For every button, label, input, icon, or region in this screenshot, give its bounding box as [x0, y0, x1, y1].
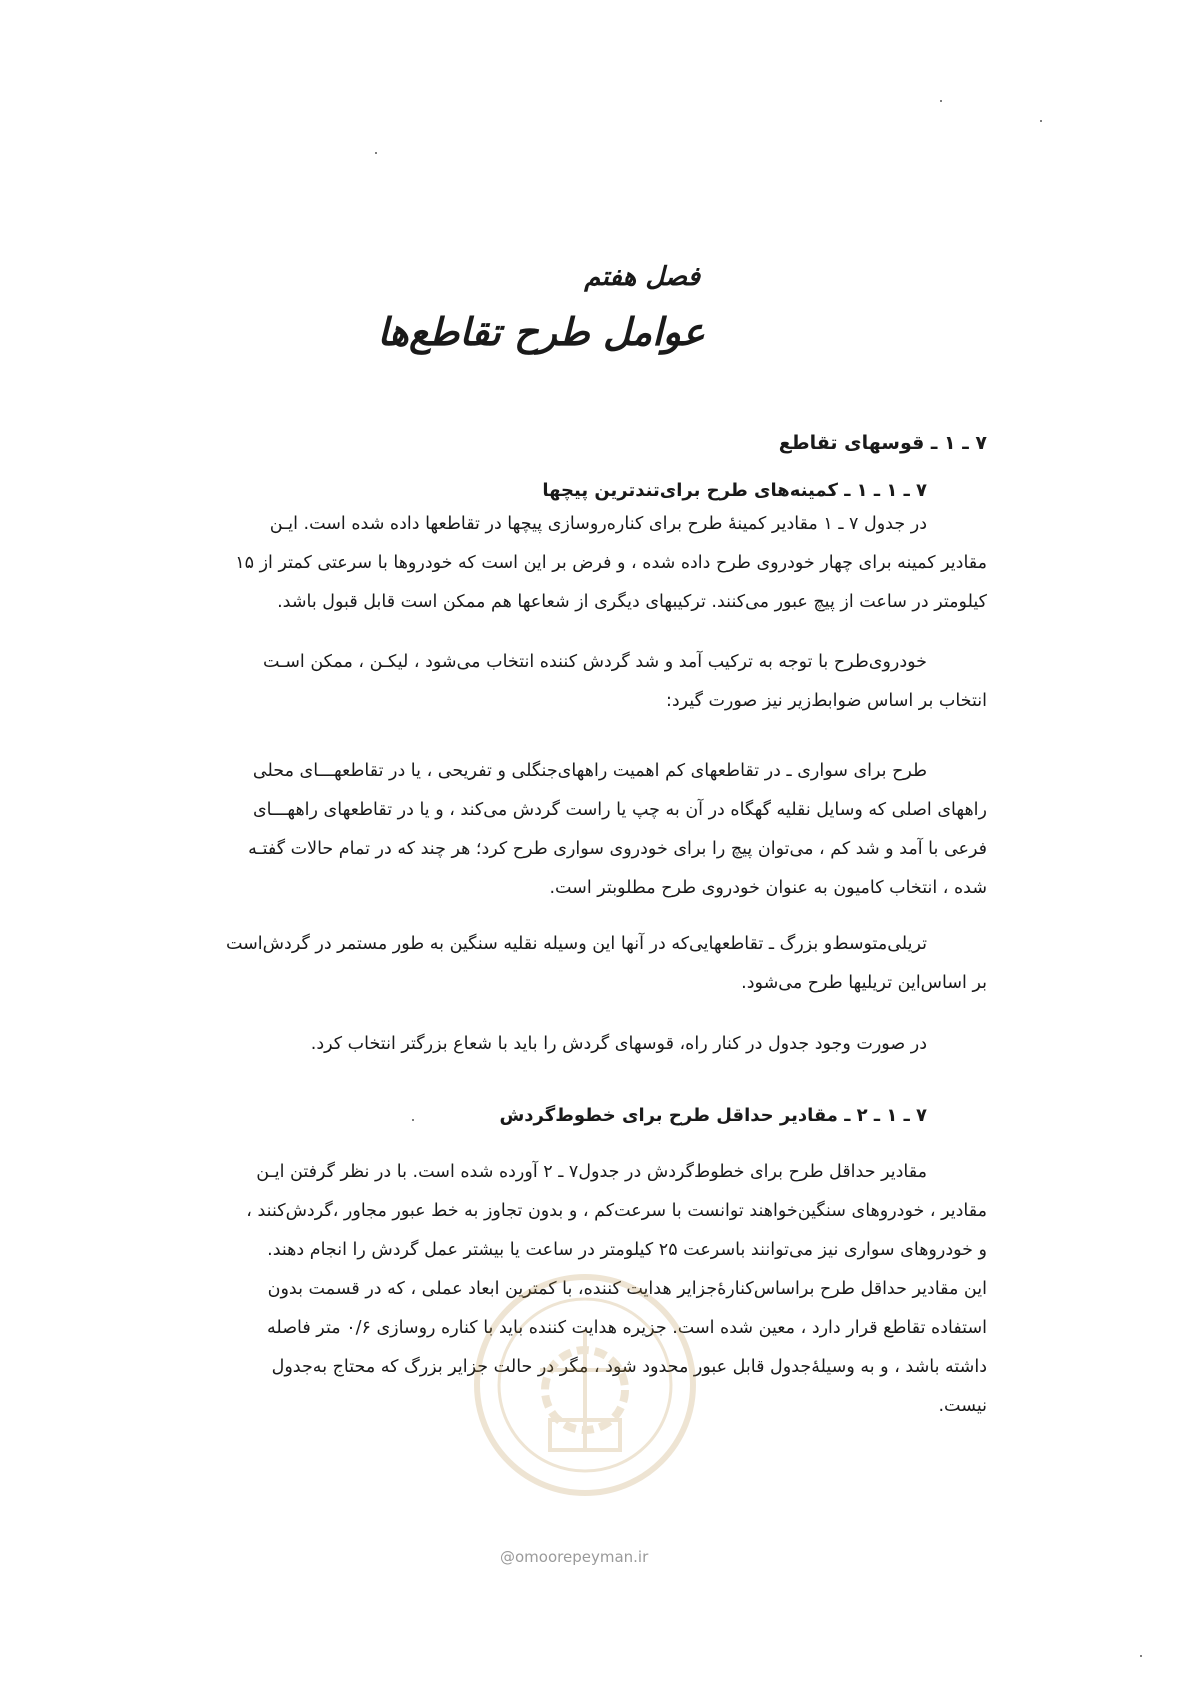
- text-line: مقادیر کمینه برای چهار خودروی طرح داده شده ، و فرض بر این است که خودروها با سرعتی کمتر از ۱۵: [235, 553, 987, 573]
- text-line: شده ، انتخاب کامیون به عنوان خودروی طرح مطلوبتر است.: [549, 878, 987, 898]
- subsection-heading-7-1-2: ۷ ـ ۱ ـ ۲ ـ مقادیر حداقل طرح برای خطوط‌گردش: [499, 1105, 927, 1126]
- text-line: و خودروهای سواری نیز می‌توانند باسرعت ۲۵ کیلومتر در ساعت یا بیشتر عمل گردش را انجام دهند.: [267, 1240, 987, 1260]
- text-line: تریلی‌متوسط‌و بزرگ ـ تقاطعهایی‌که در آنها این وسیله نقلیه سنگین به طور مستمر در گردش‌است: [225, 934, 927, 954]
- subsection-heading-7-1-1: ۷ ـ ۱ ـ ۱ ـ کمینه‌های طرح برای‌تندترین پیچها: [542, 480, 927, 501]
- text-line: بر اساس‌این تریلیها طرح می‌شود.: [741, 973, 987, 993]
- chapter-title: عوامل طرح تقاطع‌ها: [377, 310, 705, 354]
- text-line: راههای اصلی که وسایل نقلیه گهگاه در آن به چپ یا راست گردش می‌کند ، و یا در تقاطعهای راههـــای: [252, 800, 987, 820]
- scan-speck: [375, 152, 377, 154]
- text-line: این مقادیر حداقل طرح براساس‌کنارهٔ‌جزایر هدایت کننده، با کمترین ابعاد عملی ، که در قسمت بدون: [267, 1279, 987, 1299]
- section-heading-7-1: ۷ ـ ۱ ـ قوسهای تقاطع: [778, 432, 987, 454]
- paragraph-passenger-design: [161, 752, 987, 908]
- text-line: مقادیر حداقل طرح برای خطوط‌گردش در جدول‌۷ ـ ۲ آورده شده است. با در نظر گرفتن ایـن: [256, 1162, 927, 1182]
- text-line: انتخاب بر اساس ضوابط‌زیر نیز صورت گیرد:: [665, 691, 987, 711]
- scan-speck: [940, 100, 942, 102]
- text-line: طرح برای سواری ـ در تقاطعهای کم اهمیت راههای‌جنگلی و تفریحی ، یا در تقاطعهـــای محلی: [252, 761, 927, 781]
- paragraph-curb-note: در صورت وجود جدول در کنار راه، قوسهای گردش را باید با شعاع بزرگتر انتخاب کرد.: [310, 1034, 927, 1054]
- scan-speck: [1140, 1655, 1142, 1657]
- text-line: خودروی‌طرح با توجه به ترکیب آمد و شد گردش کننده انتخاب می‌شود ، لیکـن ، ممکن اسـت: [262, 652, 927, 672]
- seal-logo-icon: [470, 1270, 700, 1500]
- text-line: فرعی با آمد و شد کم ، می‌توان پیچ را برای خودروی سواری طرح کرد؛ هر چند که در تمام حالات گفتـه: [248, 839, 987, 859]
- text-line: نیست.: [938, 1396, 987, 1416]
- text-line: کیلومتر در ساعت از پیچ عبور می‌کنند. ترکیبهای دیگری از شعاعها هم ممکن است قابل قبول باشد.: [277, 592, 987, 612]
- paragraph-design-vehicle: [161, 643, 987, 721]
- paragraph-min-radii: [161, 505, 987, 622]
- text-line: داشته باشد ، و به وسیلهٔ‌جدول قابل عبور محدود شود ، مگر در حالت جزایر بزرگ که محتاج به‌جدول: [271, 1357, 987, 1377]
- text-line: مقادیر ، خودروهای سنگین‌خواهند توانست با سرعت‌کم ، و بدون تجاوز به خط عبور مجاور ،گردش‌کنند ،: [246, 1201, 987, 1221]
- text-line: در جدول ۷ ـ ۱ مقادیر کمینهٔ طرح برای کناره‌روسازی پیچها در تقاطعها داده شده است. ایـن: [269, 514, 927, 534]
- text-line: استفاده تقاطع قرار دارد ، معین شده است. جزیره هدایت کننده باید با کناره روسازی ۰/۶ متر فاصله: [267, 1318, 987, 1338]
- scan-speck: [412, 1119, 414, 1121]
- scan-speck: [1040, 120, 1042, 122]
- watermark-text: @omoorepeyman.ir: [500, 1548, 649, 1566]
- paragraph-trailer-design: [161, 925, 987, 1003]
- chapter-label: فصل هفتم: [584, 262, 700, 292]
